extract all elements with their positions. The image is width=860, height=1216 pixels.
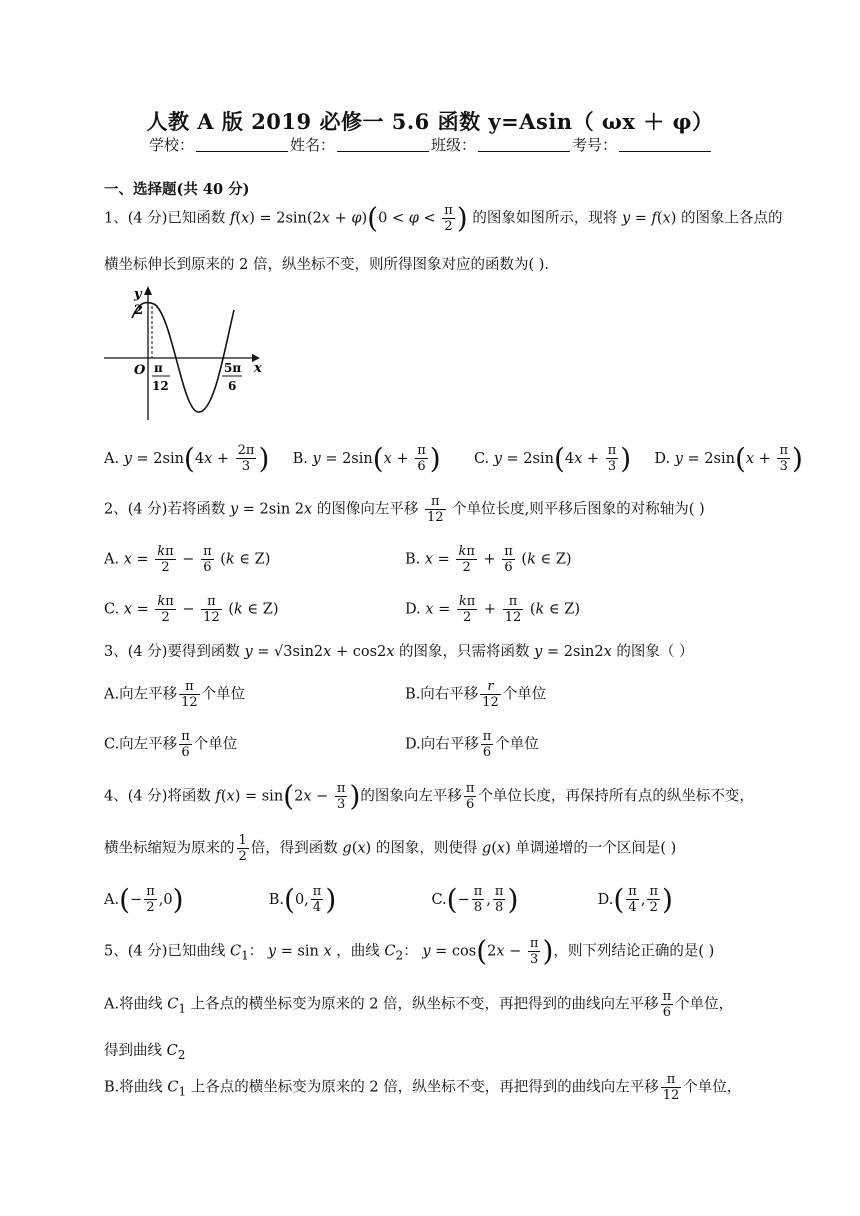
- class-label: 班级：: [431, 136, 477, 154]
- paper-title: 人教 A 版 2019 必修一 5.6 函数 y=Asin（ ωx ＋ φ）: [146, 109, 714, 134]
- graph-tick2-den: 6: [228, 379, 237, 393]
- question-1-options: [104, 443, 803, 474]
- q1-mid: 的图象如图所示，现将: [472, 210, 618, 227]
- student-info-row: [0, 134, 860, 155]
- question-1-line-1: 1、(4 分)已知函数 f(x) = 2sin(2x + φ)(0 < φ < $\frac{\pi}{2}$ ) 的图象如图所示，现将 y = f(x) 的图象上各点的: [104, 201, 783, 235]
- q5-option-a-line-2: 得到曲线 $C_2$: [104, 1043, 186, 1062]
- question-3-stem: 3、(4 分)要得到函数 y = √3sin2x + cos2x 的图象，只需将函数 y = 2sin2x 的图象（ ）: [104, 644, 694, 660]
- exam-no-field[interactable]: [619, 137, 711, 152]
- question-2-stem: 2、(4 分)若将函数 y = 2sin 2x 的图像向左平移 $\frac{\pi}{12}$ 个单位长度,则平移后图象的对称轴为( ): [104, 494, 705, 525]
- q3-option-c[interactable]: C.向左平移 $\frac{\pi}{6}$ 个单位: [104, 729, 238, 760]
- class-field[interactable]: [478, 137, 570, 152]
- q1-option-a[interactable]: A. y = 2sin(4x + $\frac{2\pi}{3}$ ): [104, 441, 270, 475]
- school-field[interactable]: [196, 137, 288, 152]
- q4-option-a[interactable]: A.(− $\frac{\pi}{2}$ ,0): [104, 882, 184, 916]
- q2-option-c[interactable]: C. x = $\frac{k\pi}{2}$ − $\frac{\pi}{12}$ (k ∈ Z): [104, 594, 279, 625]
- q4-option-c[interactable]: C.(− $\frac{\pi}{8}$ , $\frac{\pi}{8}$ ): [431, 882, 519, 916]
- graph-tick1-num: π: [154, 361, 163, 375]
- name-label: 姓名：: [289, 136, 335, 154]
- q3-option-b[interactable]: B.向右平移 $\frac{r}{12}$ 个单位: [405, 679, 547, 710]
- q1-option-c[interactable]: C. y = 2sin(4x + $\frac{\pi}{3}$ ): [473, 441, 632, 475]
- graph-origin-label: O: [134, 363, 146, 378]
- q5-option-b-line-1[interactable]: B.将曲线 $C_1$ 上各点的横坐标变为原来的 2 倍，纵坐标不变，再把得到的曲线向左平移 $\frac{\pi}{12}$ 个单位，: [104, 1072, 742, 1103]
- question-4-line-2: 横坐标缩短为原来的 $\frac{1}{2}$ 倍，得到函数 g(x) 的图象，则使得 g(x) 单调递增的一个区间是( ): [104, 833, 677, 864]
- q1-formula: f: [229, 210, 236, 227]
- question-5-stem: 5、(4 分)已知曲线 $C_1$： y = sin x ，曲线 $C_2$： y = cos(2x − $\frac{\pi}{3}$ )，则下列结论正确的是( ): [104, 934, 715, 968]
- graph-peak-label: 2: [134, 303, 144, 318]
- section-title: 一、选择题(共 40 分): [104, 181, 250, 198]
- school-label: 学校：: [148, 136, 194, 154]
- q5-option-a-line-1[interactable]: A.将曲线 $C_1$ 上各点的横坐标变为原来的 2 倍，纵坐标不变，再把得到的曲线向左平移 $\frac{\pi}{6}$ 个单位，: [104, 989, 734, 1020]
- q2-option-d[interactable]: D. x = $\frac{k\pi}{2}$ + $\frac{\pi}{12}$ (k ∈ Z): [405, 594, 581, 625]
- graph-tick2-num: 5π: [224, 361, 242, 375]
- q1-sine-graph: [102, 282, 264, 422]
- q1-option-b[interactable]: B. y = 2sin(x + $\frac{\pi}{6}$ ): [292, 441, 441, 475]
- q2-option-b[interactable]: B. x = $\frac{k\pi}{2}$ + $\frac{\pi}{6}$ (k ∈ Z): [405, 544, 572, 575]
- question-4-options: [104, 884, 673, 915]
- q1-prefix: 1、(4 分)已知函数: [104, 210, 226, 227]
- question-1-line-2: 横坐标伸长到原来的 2 倍，纵坐标不变，则所得图象对应的函数为( ).: [104, 257, 549, 273]
- exam-no-label: 考号：: [572, 136, 618, 154]
- graph-y-label: y: [134, 287, 142, 302]
- q4-option-d[interactable]: D.( $\frac{\pi}{4}$ , $\frac{\pi}{2}$ ): [597, 882, 673, 916]
- q1-option-d[interactable]: D. y = 2sin(x + $\frac{\pi}{3}$ ): [654, 441, 803, 475]
- q2-option-a[interactable]: A. x = $\frac{k\pi}{2}$ − $\frac{\pi}{6}$ (k ∈ Z): [104, 544, 271, 575]
- q3-option-a[interactable]: A.向左平移 $\frac{\pi}{12}$ 个单位: [104, 679, 246, 710]
- graph-x-label: x: [254, 361, 262, 376]
- q1-end: 的图象上各点的: [681, 210, 783, 227]
- name-field[interactable]: [337, 137, 429, 152]
- q3-option-d[interactable]: D.向右平移 $\frac{\pi}{6}$ 个单位: [405, 729, 539, 760]
- q4-option-b[interactable]: B.(0, $\frac{\pi}{4}$ ): [268, 882, 337, 916]
- graph-tick1-den: 12: [152, 379, 169, 393]
- question-4-line-1: 4、(4 分)将函数 f(x) = sin(2x − $\frac{\pi}{3}$ )的图象向左平移 $\frac{\pi}{6}$ 个单位长度，再保持所有点的纵坐标不变，: [104, 779, 754, 813]
